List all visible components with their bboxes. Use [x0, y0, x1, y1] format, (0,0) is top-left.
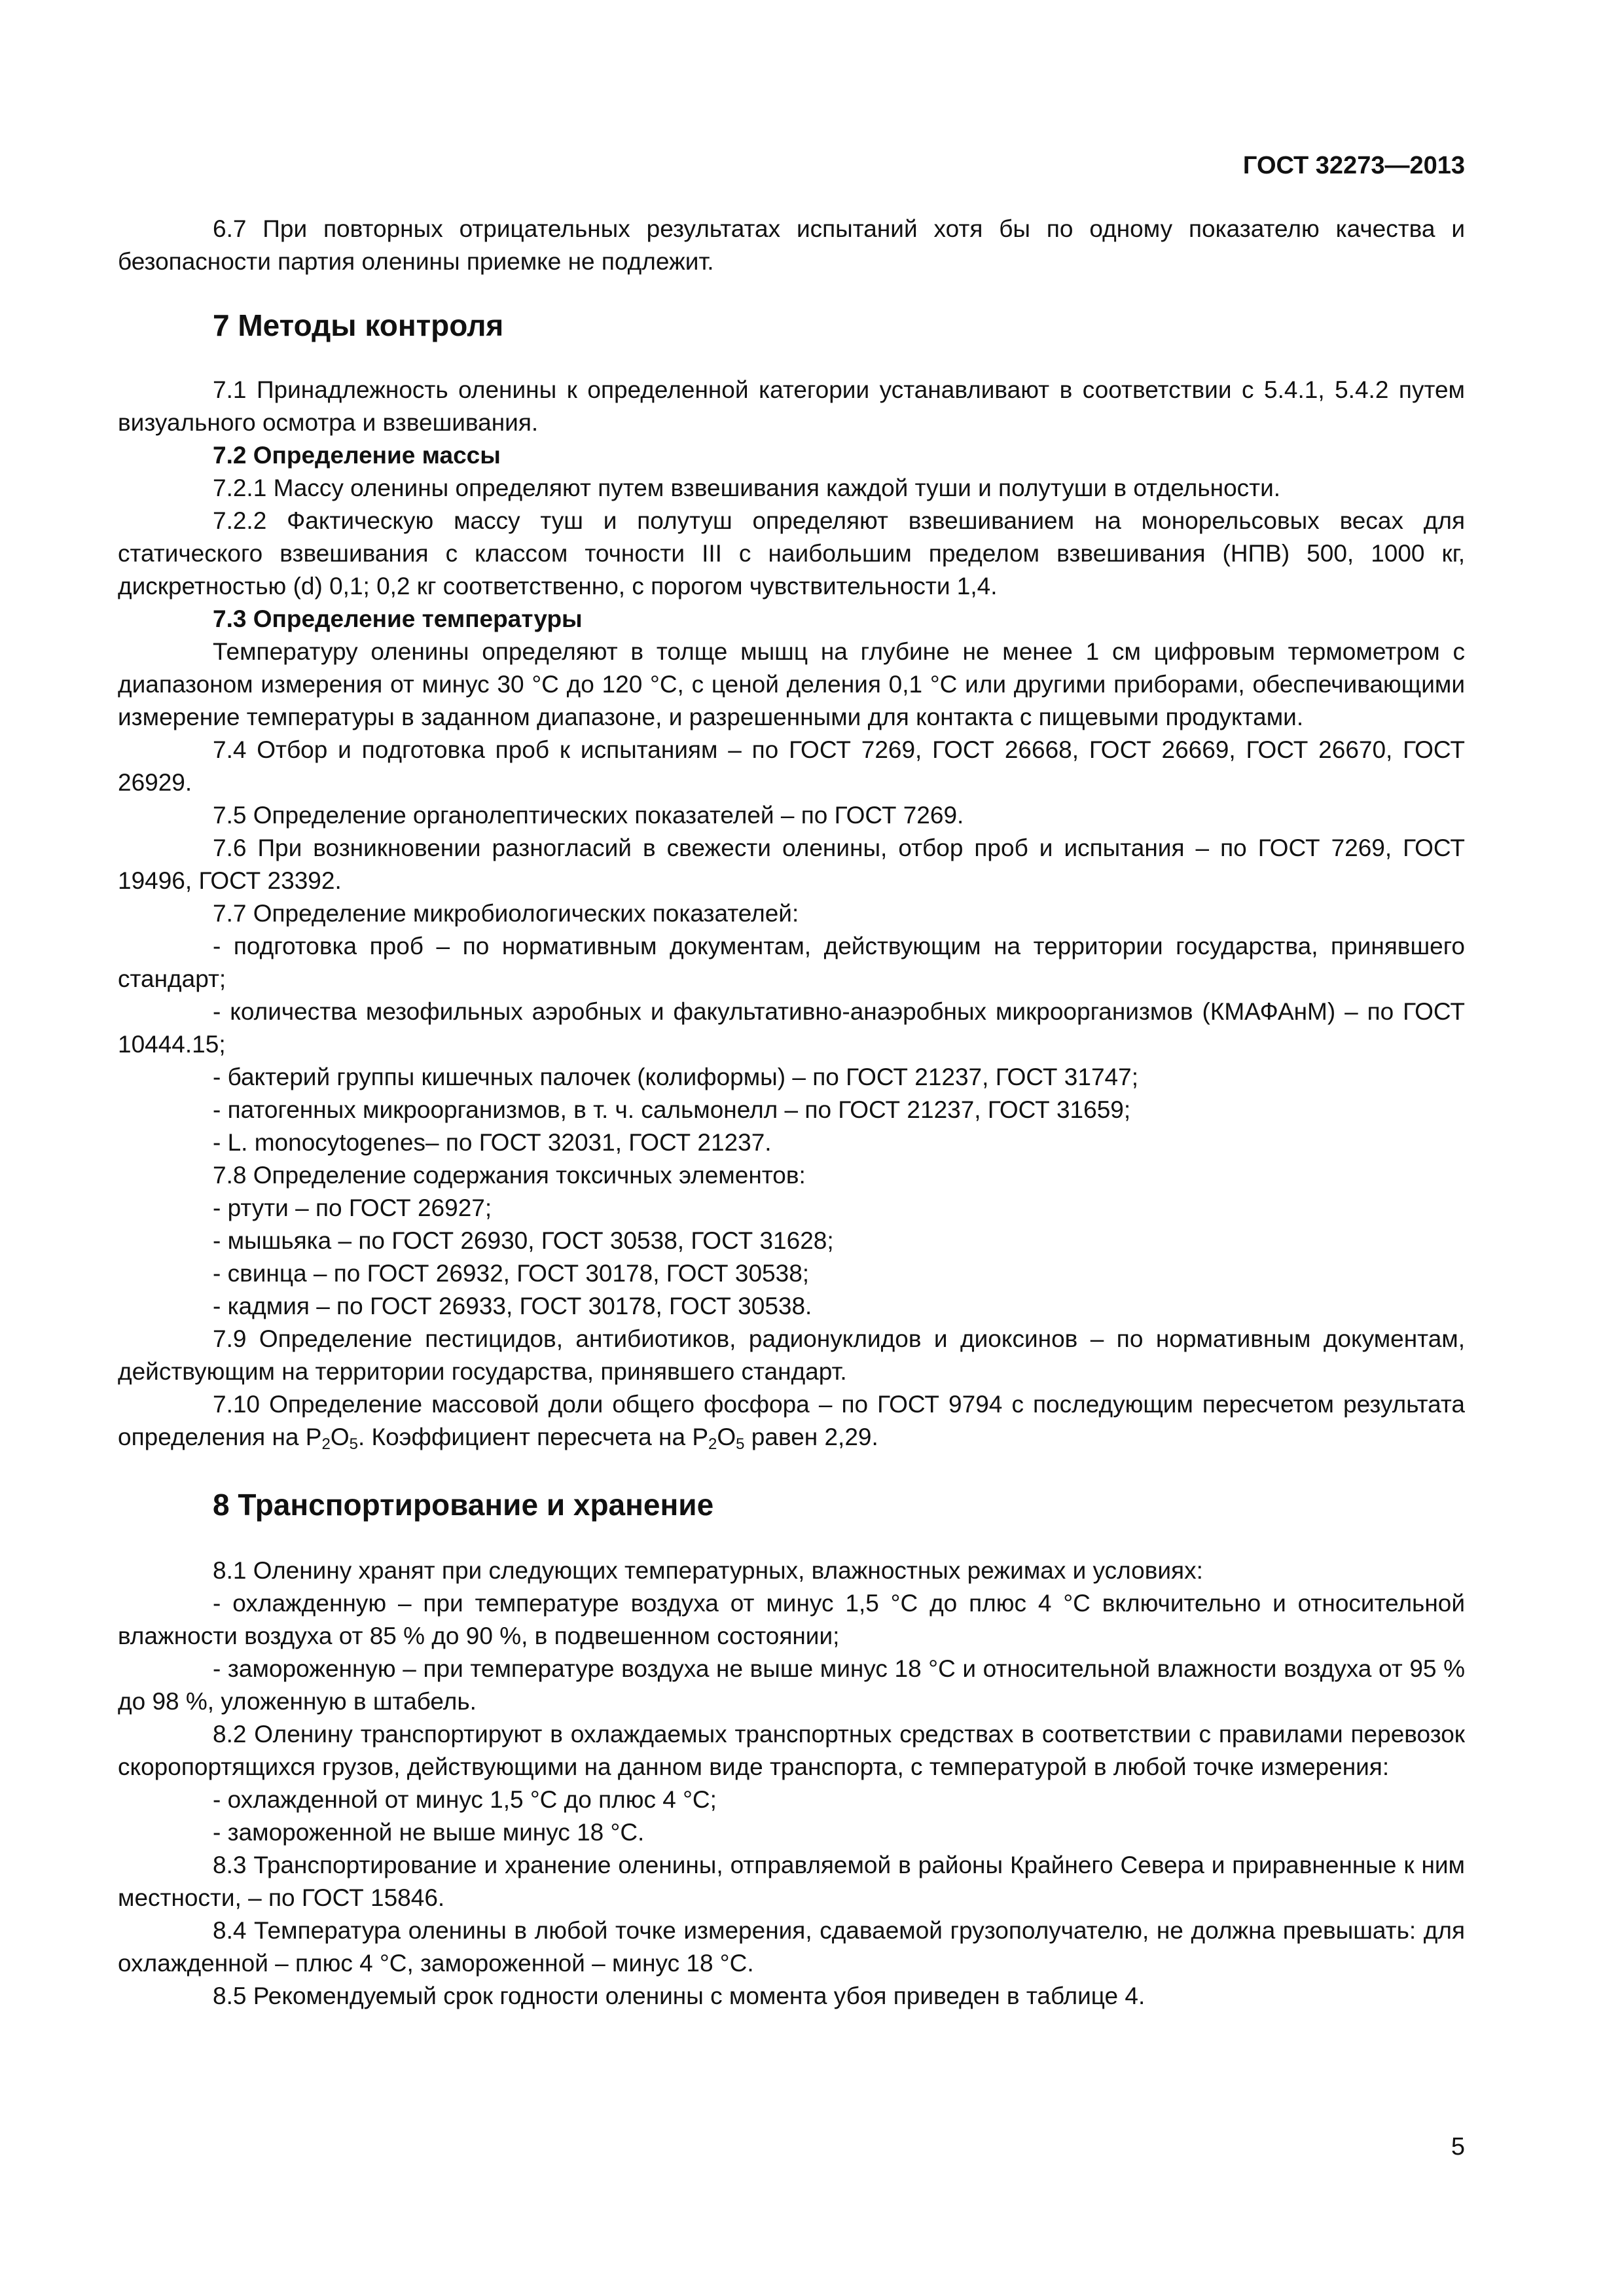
list-item: - замороженной не выше минус 18 °С. [213, 1819, 645, 1846]
standard-header: ГОСТ 32273—2013 [1242, 152, 1465, 179]
page-number: 5 [1451, 2133, 1465, 2161]
paragraph-7-1: 7.1 Принадлежность оленины к определенной категории устанавливают в соответствии с 5.4.1, 5.4.2 путем визуального осмотра и взвешивания. [118, 376, 1465, 436]
paragraph-8-4: 8.4 Температура оленины в любой точке измерения, сдаваемой грузополучателю, не должна превышать: для охлажденной – плюс 4 °С, замороженной – минус 18 °С. [118, 1917, 1465, 1977]
list-item: - мышьяка – по ГОСТ 26930, ГОСТ 30538, ГОСТ 31628; [213, 1227, 834, 1254]
list-item: - замороженную – при температуре воздуха не выше минус 18 °С и относительной влажности воздуха от 95 % до 98 %, уложенную в штабель. [118, 1655, 1465, 1715]
paragraph-7-3: Температуру оленины определяют в толще мышц на глубине не менее 1 см цифровым термометром с диапазоном измерения от минус 30 °С до 120 °С, с ценой деления 0,1 °С или другими приборами, обеспечивающими измерение температуры в заданном диапазоне, и разрешенными для контакта с пищевыми продуктами. [118, 638, 1465, 730]
paragraph-7-9: 7.9 Определение пестицидов, антибиотиков, радионуклидов и диоксинов – по нормативным документам, действующим на территории государства, принявшего стандарт. [118, 1325, 1465, 1385]
list-item: - патогенных микроорганизмов, в т. ч. сальмонелл – по ГОСТ 21237, ГОСТ 31659; [213, 1096, 1131, 1123]
list-item: - количества мезофильных аэробных и факультативно-анаэробных микроорганизмов (КМАФАнМ) – по ГОСТ 10444.15; [118, 998, 1465, 1058]
section-8-heading: 8 Транспортирование и хранение [213, 1488, 714, 1522]
paragraph-7-7: 7.7 Определение микробиологических показателей: [213, 900, 799, 927]
paragraph-7-2-1: 7.2.1 Массу оленины определяют путем взвешивания каждой туши и полутуши в отдельности. [213, 475, 1281, 501]
paragraph-7-4: 7.4 Отбор и подготовка проб к испытаниям – по ГОСТ 7269, ГОСТ 26668, ГОСТ 26669, ГОСТ 26670, ГОСТ 26929. [118, 736, 1465, 796]
subsection-7-2-heading: 7.2 Определение массы [213, 442, 501, 469]
paragraph-6-7: 6.7 При повторных отрицательных результатах испытаний хотя бы по одному показателю качества и безопасности партия оленины приемке не подлежит. [118, 215, 1465, 275]
paragraph-7-10: 7.10 Определение массовой доли общего фосфора – по ГОСТ 9794 с последующим пересчетом результата определения на $Р_2О_5$. Коэффициент пересчета на $Р_2О_5$ равен 2,29. [118, 1391, 1465, 1453]
paragraph-8-3: 8.3 Транспортирование и хранение оленины, отправляемой в районы Крайнего Севера и приравненные к ним местности, – по ГОСТ 15846. [118, 1852, 1465, 1911]
list-item: - охлажденной от минус 1,5 °С до плюс 4 °С; [213, 1786, 717, 1813]
paragraph-7-6: 7.6 При возникновении разногласий в свежести оленины, отбор проб и испытания – по ГОСТ 7269, ГОСТ 19496, ГОСТ 23392. [118, 834, 1465, 894]
section-7-heading: 7 Методы контроля [213, 308, 504, 342]
list-item: - кадмия – по ГОСТ 26933, ГОСТ 30178, ГОСТ 30538. [213, 1293, 812, 1319]
list-item: - свинца – по ГОСТ 26932, ГОСТ 30178, ГОСТ 30538; [213, 1260, 810, 1287]
paragraph-7-2-2: 7.2.2 Фактическую массу туш и полутуш определяют взвешиванием на монорельсовых весах для статического взвешивания с классом точности III с наибольшим пределом взвешивания (НПВ) 500, 1000 кг, дискретностью (d) 0,1; 0,2 кг соответственно, с порогом чувствительности 1,4. [118, 507, 1465, 600]
paragraph-8-1: 8.1 Оленину хранят при следующих температурных, влажностных режимах и условиях: [213, 1557, 1203, 1584]
paragraph-8-5: 8.5 Рекомендуемый срок годности оленины с момента убоя приведен в таблице 4. [213, 1982, 1146, 2009]
list-item: - ртути – по ГОСТ 26927; [213, 1194, 492, 1221]
paragraph-8-2: 8.2 Оленину транспортируют в охлаждаемых транспортных средствах в соответствии с правилами перевозок скоропортящихся грузов, действующими на данном виде транспорта, с температурой в любой точке измерения: [118, 1721, 1465, 1780]
page-content [118, 213, 1465, 2013]
list-item: - бактерий группы кишечных палочек (колиформы) – по ГОСТ 21237, ГОСТ 31747; [213, 1064, 1138, 1090]
paragraph-7-8: 7.8 Определение содержания токсичных элементов: [213, 1162, 806, 1189]
list-item: - охлажденную – при температуре воздуха от минус 1,5 °С до плюс 4 °С включительно и относительной влажности воздуха от 85 % до 90 %, в подвешенном состоянии; [118, 1590, 1465, 1649]
paragraph-7-5: 7.5 Определение органолептических показателей – по ГОСТ 7269. [213, 802, 964, 829]
list-item: - подготовка проб – по нормативным документам, действующим на территории государства, принявшего стандарт; [118, 933, 1465, 992]
subsection-7-3-heading: 7.3 Определение температуры [213, 605, 583, 632]
list-item: - L. monocytogenes– по ГОСТ 32031, ГОСТ 21237. [213, 1129, 772, 1156]
